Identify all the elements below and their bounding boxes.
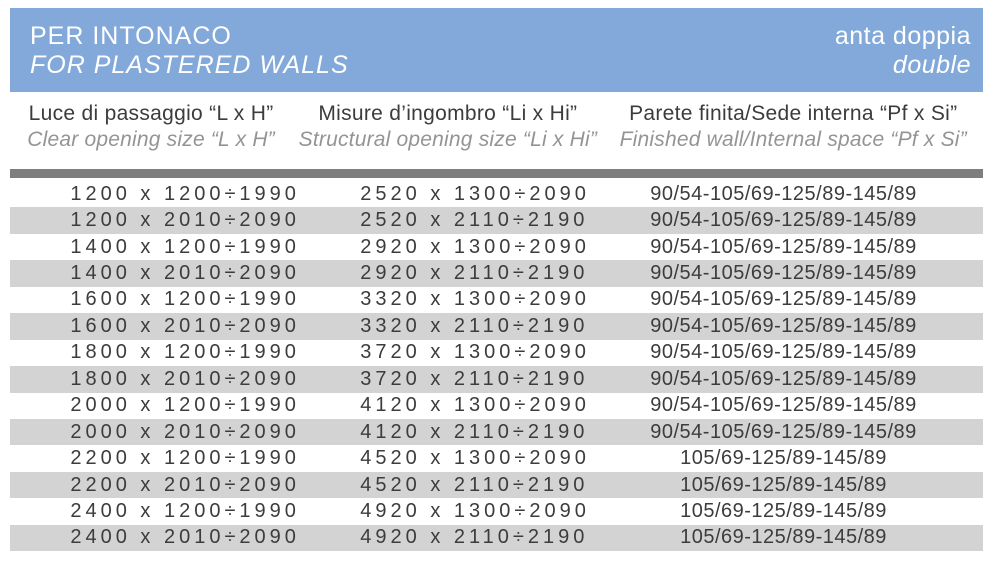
column-header-en: Clear opening size “L x H” [27,128,275,151]
structural-opening-cell: 2520 x 2110÷2190 [360,209,589,232]
header-title-block [30,22,349,80]
structural-opening-cell: 3320 x 1300÷2090 [360,288,590,311]
finished-wall-cell: 105/69-125/89-145/89 [680,499,887,522]
table-row [10,181,983,207]
clear-opening-cell: 1600 x 1200÷1990 [70,288,300,311]
finished-wall-cell: 90/54-105/69-125/89-145/89 [650,182,917,205]
clear-opening-cell: 1200 x 1200÷1990 [70,182,300,205]
variant-block [835,22,971,80]
finished-wall-cell: 90/54-105/69-125/89-145/89 [650,367,917,390]
structural-opening-cell: 4920 x 2110÷2190 [360,526,589,549]
column-header-it: Parete finita/Sede interna “Pf x Si” [629,102,958,125]
clear-opening-cell: 1400 x 1200÷1990 [70,235,300,258]
table-row [10,419,983,445]
table-row [10,340,983,366]
structural-opening-cell: 4920 x 1300÷2090 [360,499,590,522]
clear-opening-cell: 1400 x 2010÷2090 [70,262,300,285]
structural-opening-cell: 2520 x 1300÷2090 [360,182,590,205]
column-header-en: Structural opening size “Li x Hi” [298,128,598,151]
clear-opening-cell: 1200 x 2010÷2090 [70,209,300,232]
clear-opening-cell: 2000 x 1200÷1990 [70,394,300,417]
finished-wall-cell: 105/69-125/89-145/89 [680,473,887,496]
table-row [10,207,983,233]
table-row [10,445,983,471]
clear-opening-cell: 2200 x 2010÷2090 [70,473,300,496]
clear-opening-cell: 1800 x 1200÷1990 [70,341,300,364]
structural-opening-cell: 2920 x 1300÷2090 [360,235,590,258]
table-row [10,366,983,392]
finished-wall-cell: 90/54-105/69-125/89-145/89 [650,209,917,232]
structural-opening-cell: 3320 x 2110÷2190 [360,314,589,337]
clear-opening-cell: 2200 x 1200÷1990 [70,447,300,470]
column-header-it: Misure d’ingombro “Li x Hi” [318,102,578,125]
table-row [10,313,983,339]
finished-wall-cell: 90/54-105/69-125/89-145/89 [650,262,917,285]
finished-wall-cell: 105/69-125/89-145/89 [680,526,887,549]
table-row [10,498,983,524]
structural-opening-cell: 4520 x 2110÷2190 [360,473,589,496]
structural-opening-cell: 4520 x 1300÷2090 [360,447,590,470]
table-row [10,472,983,498]
finished-wall-cell: 90/54-105/69-125/89-145/89 [650,420,917,443]
table-row [10,287,983,313]
table-row [10,234,983,260]
finished-wall-cell: 90/54-105/69-125/89-145/89 [650,235,917,258]
structural-opening-cell: 4120 x 1300÷2090 [360,394,590,417]
finished-wall-cell: 105/69-125/89-145/89 [680,447,887,470]
variant-label: anta doppia [834,22,971,50]
column-header-finished-wall [604,101,983,153]
finished-wall-cell: 90/54-105/69-125/89-145/89 [650,341,917,364]
column-header-it: Luce di passaggio “L x H” [28,102,274,125]
header-band [10,8,983,92]
page-title-translation: FOR PLASTERED WALLS [30,51,349,79]
finished-wall-cell: 90/54-105/69-125/89-145/89 [650,394,917,417]
structural-opening-cell: 4120 x 2110÷2190 [360,420,589,443]
column-header-structural-opening [292,101,603,153]
clear-opening-cell: 2400 x 2010÷2090 [70,526,300,549]
structural-opening-cell: 3720 x 1300÷2090 [360,341,590,364]
column-header-en: Finished wall/Internal space “Pf x Si” [619,128,967,151]
finished-wall-cell: 90/54-105/69-125/89-145/89 [650,288,917,311]
column-header-clear-opening [10,101,292,153]
header-divider-bar [10,169,983,178]
clear-opening-cell: 2400 x 1200÷1990 [70,499,300,522]
clear-opening-cell: 1600 x 2010÷2090 [70,314,300,337]
page-title: PER INTONACO [30,22,232,50]
clear-opening-cell: 1800 x 2010÷2090 [70,367,300,390]
variant-label-translation: double [892,51,971,79]
finished-wall-cell: 90/54-105/69-125/89-145/89 [650,314,917,337]
structural-opening-cell: 2920 x 2110÷2190 [360,262,589,285]
table-row [10,260,983,286]
column-headers [10,101,983,153]
table-row [10,525,983,551]
clear-opening-cell: 2000 x 2010÷2090 [70,420,300,443]
table-row [10,393,983,419]
structural-opening-cell: 3720 x 2110÷2190 [360,367,589,390]
size-table-body [10,181,983,551]
